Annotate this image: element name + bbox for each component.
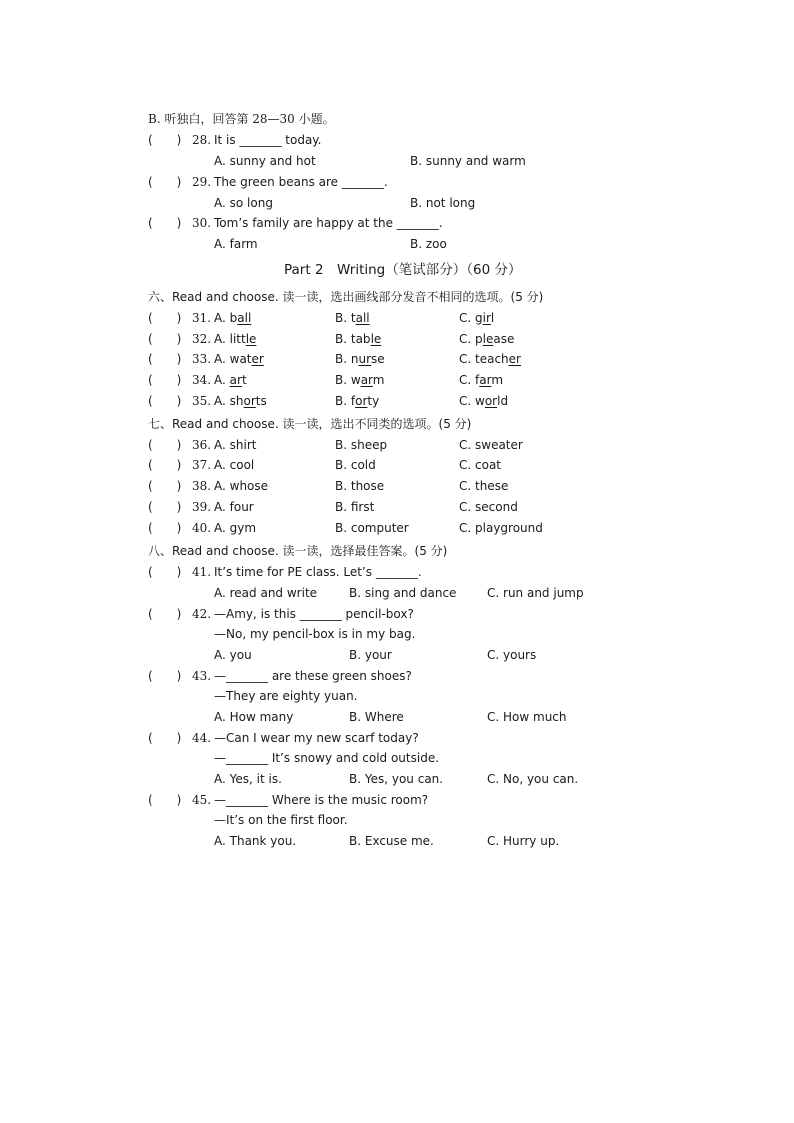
option-a: A. water	[214, 352, 264, 366]
section-b-header: B. 听独白，回答第 28—30 小题。	[148, 112, 335, 126]
option-c: C. yours	[487, 648, 537, 662]
option-a: A. cool	[214, 458, 255, 472]
option-a: A. Thank you.	[214, 834, 297, 848]
paren[interactable]: ( )	[148, 438, 182, 452]
question-number: 42.	[192, 607, 212, 621]
question-number: 41.	[192, 565, 212, 579]
paren[interactable]: ( )	[148, 731, 182, 745]
question-number: 35.	[192, 394, 212, 408]
paren[interactable]: ( )	[148, 458, 182, 472]
option-b: B. Yes, you can.	[349, 772, 444, 786]
paren[interactable]: ( )	[148, 133, 182, 147]
option-b: B. sing and dance	[349, 586, 457, 600]
paren[interactable]: ( )	[148, 332, 182, 346]
question-text: —Amy, is this _______ pencil-box?	[214, 607, 414, 621]
option-a: A. sunny and hot	[214, 154, 316, 168]
option-b: B. sunny and warm	[410, 154, 526, 168]
option-a: A. art	[214, 373, 247, 387]
option-a: A. you	[214, 648, 252, 662]
question-number: 29.	[192, 175, 212, 189]
option-b: B. forty	[335, 394, 380, 408]
option-a: A. little	[214, 332, 257, 346]
question-number: 38.	[192, 479, 212, 493]
question-text: —_______ It’s snowy and cold outside.	[214, 751, 440, 765]
question-number: 44.	[192, 731, 212, 745]
paren[interactable]: ( )	[148, 521, 182, 535]
question-number: 45.	[192, 793, 212, 807]
option-a: A. gym	[214, 521, 257, 535]
option-c: C. teacher	[459, 352, 521, 366]
paren[interactable]: ( )	[148, 352, 182, 366]
question-number: 34.	[192, 373, 212, 387]
option-a: A. so long	[214, 196, 273, 210]
question-text: Tom’s family are happy at the _______.	[214, 216, 443, 230]
option-c: C. please	[459, 332, 515, 346]
option-c: C. farm	[459, 373, 504, 387]
option-c: C. sweater	[459, 438, 523, 452]
option-a: A. shorts	[214, 394, 267, 408]
option-a: A. ball	[214, 311, 252, 325]
paren[interactable]: ( )	[148, 479, 182, 493]
question-number: 30.	[192, 216, 212, 230]
paren[interactable]: ( )	[148, 175, 182, 189]
option-a: A. farm	[214, 237, 258, 251]
question-text: —They are eighty yuan.	[214, 689, 358, 703]
option-b: B. zoo	[410, 237, 447, 251]
option-b: B. table	[335, 332, 382, 346]
paren[interactable]: ( )	[148, 216, 182, 230]
question-text: The green beans are _______.	[214, 175, 388, 189]
section8-header: 八、Read and choose. 读一读，选择最佳答案。(5 分)	[148, 544, 448, 558]
question-number: 39.	[192, 500, 212, 514]
option-c: C. coat	[459, 458, 502, 472]
option-c: C. How much	[487, 710, 567, 724]
question-number: 43.	[192, 669, 212, 683]
question-text: —Can I wear my new scarf today?	[214, 731, 419, 745]
question-number: 37.	[192, 458, 212, 472]
option-b: B. cold	[335, 458, 376, 472]
option-a: A. four	[214, 500, 254, 514]
question-text: —_______ are these green shoes?	[214, 669, 412, 683]
question-number: 40.	[192, 521, 212, 535]
option-b: B. not long	[410, 196, 476, 210]
option-b: B. tall	[335, 311, 370, 325]
question-number: 28.	[192, 133, 212, 147]
paren[interactable]: ( )	[148, 394, 182, 408]
option-b: B. computer	[335, 521, 409, 535]
paren[interactable]: ( )	[148, 669, 182, 683]
paren[interactable]: ( )	[148, 373, 182, 387]
option-c: C. these	[459, 479, 509, 493]
paren[interactable]: ( )	[148, 311, 182, 325]
question-text: —It’s on the first floor.	[214, 813, 348, 827]
option-a: A. whose	[214, 479, 269, 493]
option-c: C. Hurry up.	[487, 834, 560, 848]
option-a: A. Yes, it is.	[214, 772, 282, 786]
option-c: C. No, you can.	[487, 772, 579, 786]
question-text: —No, my pencil-box is in my bag.	[214, 627, 416, 641]
paren[interactable]: ( )	[148, 607, 182, 621]
question-number: 31.	[192, 311, 212, 325]
option-a: A. shirt	[214, 438, 257, 452]
option-c: C. girl	[459, 311, 495, 325]
section7-header: 七、Read and choose. 读一读，选出不同类的选项。(5 分)	[148, 417, 472, 431]
question-text: —_______ Where is the music room?	[214, 793, 429, 807]
question-number: 33.	[192, 352, 212, 366]
part2-title: Part 2 Writing（笔试部分）（60 分）	[284, 262, 522, 278]
option-c: C. playground	[459, 521, 543, 535]
option-b: B. your	[349, 648, 392, 662]
option-b: B. sheep	[335, 438, 388, 452]
question-text: It’s time for PE class. Let’s _______.	[214, 565, 422, 579]
option-b: B. Excuse me.	[349, 834, 434, 848]
option-b: B. Where	[349, 710, 404, 724]
option-c: C. world	[459, 394, 509, 408]
question-number: 36.	[192, 438, 212, 452]
option-b: B. those	[335, 479, 385, 493]
paren[interactable]: ( )	[148, 565, 182, 579]
option-c: C. second	[459, 500, 518, 514]
option-a: A. How many	[214, 710, 294, 724]
question-number: 32.	[192, 332, 212, 346]
question-text: It is _______ today.	[214, 133, 322, 147]
option-b: B. first	[335, 500, 375, 514]
paren[interactable]: ( )	[148, 793, 182, 807]
option-c: C. run and jump	[487, 586, 584, 600]
option-a: A. read and write	[214, 586, 318, 600]
paren[interactable]: ( )	[148, 500, 182, 514]
option-b: B. warm	[335, 373, 385, 387]
option-b: B. nurse	[335, 352, 385, 366]
section6-header: 六、Read and choose. 读一读，选出画线部分发音不相同的选项。(5 分)	[148, 290, 544, 304]
